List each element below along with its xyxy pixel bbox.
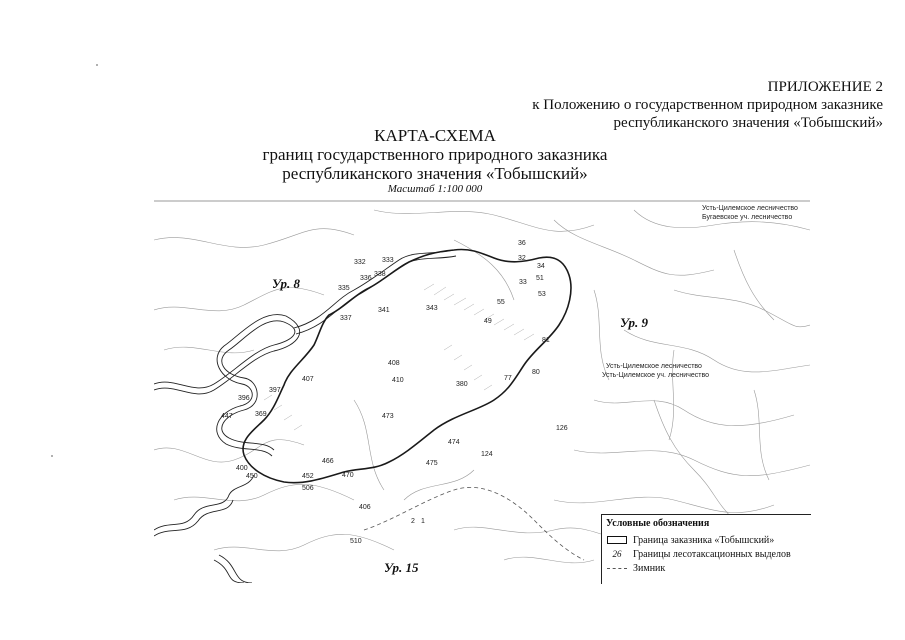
forestry-label-top-2: Бугаевское уч. лесничество xyxy=(702,214,793,221)
compartment-number: 407 xyxy=(302,376,314,383)
compartment-number: 126 xyxy=(556,425,568,432)
region-label-ur15: Ур. 15 xyxy=(384,560,419,575)
compartment-number: 506 xyxy=(302,485,314,492)
legend-item-compartment-boundaries xyxy=(606,547,811,561)
legend-heading: Условные обозначения xyxy=(606,518,710,529)
compartment-number: 510 xyxy=(350,538,362,545)
compartment-number: 1 xyxy=(421,518,425,525)
scan-speck xyxy=(51,455,53,457)
forestry-label-top-1: Усть-Цилемское лесничество xyxy=(702,205,798,212)
legend-item-reserve-boundary xyxy=(606,533,811,547)
compartment-number: 452 xyxy=(302,473,314,480)
compartment-number: 332 xyxy=(354,259,366,266)
appendix-header xyxy=(532,78,883,132)
compartment-number: 53 xyxy=(538,291,546,298)
map-title-block xyxy=(200,126,670,196)
river xyxy=(154,250,456,583)
compartment-number: 397 xyxy=(269,387,281,394)
appendix-line-3: республиканского значения «Тобышский» xyxy=(613,115,883,131)
compartment-number: 80 xyxy=(532,369,540,376)
compartment-number: 77 xyxy=(504,375,512,382)
compartment-number: 81 xyxy=(542,337,550,344)
compartment-number: 475 xyxy=(426,460,438,467)
winter-road xyxy=(364,487,584,560)
map-subtitle-1: границ государственного природного заказника xyxy=(262,145,608,164)
compartment-number: 396 xyxy=(238,395,250,402)
compartment-number: 406 xyxy=(359,504,371,511)
map-title: КАРТА-СХЕМА xyxy=(374,126,496,145)
compartment-number: 36 xyxy=(518,240,526,247)
forestry-label-mid-1: Усть-Цилемское лесничество xyxy=(606,363,702,370)
compartment-number-symbol: 26 xyxy=(612,549,622,559)
legend-item-label: Зимник xyxy=(633,562,666,574)
region-label-ur8: Ур. 8 xyxy=(272,276,301,291)
compartment-number: 335 xyxy=(338,285,350,292)
compartment-number: 474 xyxy=(448,439,460,446)
compartment-number: 333 xyxy=(382,257,394,264)
compartment-number: 410 xyxy=(392,377,404,384)
compartment-number: 51 xyxy=(536,275,544,282)
compartment-number: 447 xyxy=(221,413,233,420)
compartment-number: 337 xyxy=(340,315,352,322)
region-label-ur9: Ур. 9 xyxy=(620,315,649,330)
compartment-number: 380 xyxy=(456,381,468,388)
compartment-number: 408 xyxy=(388,360,400,367)
scan-speck xyxy=(96,64,98,66)
compartment-number: 336 xyxy=(360,275,372,282)
map-scale: Масштаб 1:100 000 xyxy=(387,183,483,195)
compartment-number: 55 xyxy=(497,299,505,306)
compartment-number: 49 xyxy=(484,318,492,325)
compartment-number: 34 xyxy=(537,263,545,270)
compartment-number: 33 xyxy=(519,279,527,286)
compartment-number: 32 xyxy=(518,255,526,262)
winter-road-symbol xyxy=(606,562,628,574)
map-subtitle-2: республиканского значения «Тобышский» xyxy=(282,164,588,183)
compartment-number: 450 xyxy=(246,473,258,480)
compartment-number: 343 xyxy=(426,305,438,312)
legend-item-label: Граница заказника «Тобышский» xyxy=(633,534,775,546)
appendix-title: ПРИЛОЖЕНИЕ 2 xyxy=(767,79,883,95)
forest-compartment-lines xyxy=(154,210,810,563)
compartment-number: 473 xyxy=(382,413,394,420)
compartment-number: 466 xyxy=(322,458,334,465)
compartment-number: 2 xyxy=(411,518,415,525)
compartment-number: 470 xyxy=(342,472,354,479)
compartment-number: 338 xyxy=(374,271,386,278)
compartment-number: 369 xyxy=(255,411,267,418)
legend-item-label: Границы лесотаксационных выделов xyxy=(633,548,791,560)
appendix-line-2: к Положению о государственном природном заказнике xyxy=(532,97,883,113)
forestry-label-mid-2: Усть-Цилемское уч. лесничество xyxy=(602,372,709,379)
map-legend xyxy=(601,514,811,584)
compartment-number: 341 xyxy=(378,307,390,314)
compartment-number: 124 xyxy=(481,451,493,458)
legend-item-winter-road xyxy=(606,561,811,575)
reserve-boundary-symbol xyxy=(606,534,628,546)
compartment-number: 400 xyxy=(236,465,248,472)
